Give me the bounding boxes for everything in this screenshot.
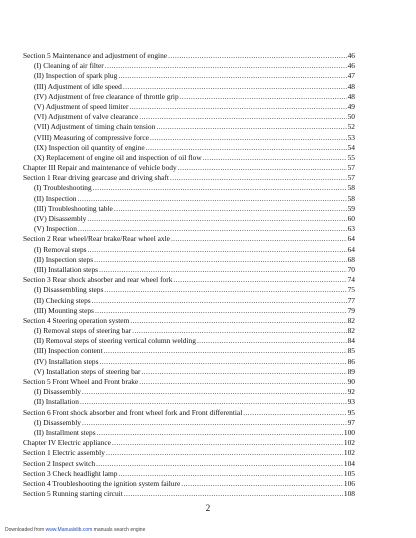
toc-entry-page: 93 [347,397,355,407]
toc-dot-leader [156,122,346,132]
toc-entry[interactable] [23,438,355,448]
toc-entry-title: (IV) Adjustment of free clearance of throttle grip [34,91,179,101]
toc-subentry[interactable] [23,204,355,214]
toc-entry[interactable] [23,275,355,285]
toc-subentry[interactable] [23,122,355,132]
footer-suffix: manuals search engine [93,527,146,533]
toc-entry-page: 57 [347,173,355,183]
toc-entry-page: 52 [347,122,355,132]
toc-subentry[interactable] [23,245,355,255]
toc-entry-title: (I) Troubleshooting [34,183,92,193]
toc-entry[interactable] [23,408,355,418]
toc-subentry[interactable] [23,346,355,356]
toc-entry-page: 50 [347,112,355,122]
toc-entry-title: (V) Adjustment of speed limiter [34,101,129,111]
toc-subentry[interactable] [23,92,355,102]
toc-dot-leader [99,265,347,275]
manualslib-link[interactable]: www.Manualslib.com [45,527,93,533]
toc-dot-leader [105,61,347,71]
toc-dot-leader [118,469,342,479]
toc-entry-page: 53 [347,132,355,142]
toc-entry-title: (IV) Disassembly [34,214,87,223]
toc-dot-leader [96,459,343,469]
toc-dot-leader [132,326,347,336]
toc-entry-title: (IV) Installation steps [34,356,99,366]
toc-entry-title: Chapter IV Electric appliance [23,438,111,448]
toc-entry-page: 48 [347,81,355,91]
toc-subentry[interactable] [23,112,355,122]
page-number: 2 [205,503,211,513]
toc-entry-title: (X) Replacement of engine oil and inspection of oil flow [34,152,202,162]
toc-dot-leader [104,285,346,295]
toc-subentry[interactable] [23,82,355,92]
toc-entry-title: (II) Checking steps [34,295,91,305]
toc-dot-leader [88,245,347,255]
toc-dot-leader [82,418,347,428]
toc-dot-leader [97,428,343,438]
toc-entry-title: (I) Removal steps of steering bar [34,326,132,336]
toc-dot-leader [82,387,347,397]
toc-dot-leader [130,316,346,326]
toc-entry[interactable] [23,489,355,499]
toc-subentry[interactable] [23,133,355,143]
toc-entry-title: Section 3 Check headlight lamp [23,468,118,478]
toc-dot-leader [93,183,347,193]
toc-entry-page: 104 [343,458,355,468]
toc-entry-page: 82 [347,326,355,336]
toc-entry-title: (VII) Adjustment of timing chain tension [34,122,156,132]
download-footer [5,527,145,533]
toc-subentry[interactable] [23,336,355,346]
toc-subentry[interactable] [23,143,355,153]
toc-dot-leader [150,133,347,143]
toc-entry-page: 85 [347,346,355,356]
toc-dot-leader [139,112,346,122]
toc-subentry[interactable] [23,255,355,265]
toc-entry-page: 46 [347,61,355,71]
toc-entry-title: (II) Removal steps of steering vertical column welding [34,336,196,346]
toc-entry-title: (III) Troubleshooting table [34,203,113,213]
toc-dot-leader [124,489,343,499]
toc-subentry[interactable] [23,153,355,163]
toc-dot-leader [92,296,347,306]
toc-entry-page: 105 [343,468,355,478]
toc-entry-title: (V) Installation steps of steering bar [34,366,141,376]
toc-entry-page: 92 [347,387,355,397]
toc-entry-title: Section 5 Maintenance and adjustment of engine [23,51,168,60]
toc-entry-page: 90 [347,377,355,386]
toc-dot-leader [173,275,346,285]
toc-entry-page: 54 [347,142,355,152]
toc-entry-title: Section 5 Front Wheel and Front brake [23,377,139,386]
toc-subentry[interactable] [23,367,355,377]
table-of-contents [23,51,355,499]
toc-entry-page: 60 [347,214,355,223]
toc-entry-page: 68 [347,254,355,264]
toc-entry-page: 63 [347,224,355,234]
toc-entry-title: (I) Disassembling steps [34,285,104,295]
toc-entry-page: 79 [347,305,355,315]
toc-subentry[interactable] [23,265,355,275]
toc-entry-title: (V) Inspection [34,224,77,234]
toc-entry-title: (II) Installation [34,397,79,407]
toc-subentry[interactable] [23,102,355,112]
toc-entry-page: 46 [347,51,355,60]
toc-dot-leader [243,408,346,418]
toc-entry[interactable] [23,479,355,489]
toc-entry-title: (II) Inspection of spark plug [34,71,118,81]
toc-entry-title: Section 2 Inspect switch [23,458,96,468]
toc-entry-title: Section 1 Rear driving gearcase and driving shaft [23,173,169,183]
toc-entry[interactable] [23,173,355,183]
toc-entry[interactable] [23,448,355,458]
toc-entry[interactable] [23,377,355,387]
toc-entry-page: 106 [343,478,355,488]
toc-entry-page: 108 [343,489,355,499]
toc-entry-page: 102 [343,438,355,448]
toc-entry-page: 59 [347,203,355,213]
toc-entry[interactable] [23,316,355,326]
toc-entry-title: Chapter III Repair and maintenance of vehicle body [23,163,177,173]
toc-subentry[interactable] [23,224,355,234]
toc-entry-title: (III) Mounting steps [34,305,94,315]
toc-dot-leader [197,336,347,346]
toc-entry-title: Section 4 Steering operation system [23,315,130,325]
toc-entry-title: (I) Disassembly [34,387,82,397]
toc-entry-page: 64 [347,234,355,244]
toc-entry[interactable] [23,51,355,61]
toc-entry-title: (I) Cleaning of air filter [34,61,104,71]
toc-entry-title: (III) Inspection content [34,346,103,356]
toc-entry-page: 74 [347,275,355,285]
toc-entry-title: Section 2 Rear wheel/Rear brake/Rear wheel axle [23,234,170,244]
toc-dot-leader [118,71,346,81]
toc-entry[interactable] [23,469,355,479]
toc-dot-leader [178,163,347,173]
toc-entry-title: (VI) Adjustment of valve clearance [34,112,139,122]
toc-entry-page: 49 [347,101,355,111]
toc-entry-page: 100 [343,427,355,437]
toc-dot-leader [171,234,347,244]
toc-entry-title: Section 5 Running starting circuit [23,489,123,499]
toc-entry-title: (I) Removal steps [34,244,87,254]
toc-dot-leader [77,194,346,204]
toc-dot-leader [78,224,347,234]
toc-subentry[interactable] [23,61,355,71]
toc-entry-title: (III) Installation steps [34,264,99,274]
toc-entry-page: 70 [347,264,355,274]
toc-entry-page: 82 [347,315,355,325]
toc-entry-page: 95 [347,407,355,417]
toc-subentry[interactable] [23,357,355,367]
toc-entry-title: (I) Disassembly [34,417,82,427]
toc-dot-leader [142,367,347,377]
toc-dot-leader [87,214,346,224]
toc-entry-page: 57 [347,163,355,173]
toc-entry-page: 84 [347,336,355,346]
toc-subentry[interactable] [23,418,355,428]
toc-dot-leader [123,82,347,92]
toc-dot-leader [95,306,347,316]
toc-subentry[interactable] [23,306,355,316]
toc-dot-leader [104,346,347,356]
toc-entry-title: (IX) Inspection oil quantity of engine [34,142,145,152]
toc-dot-leader [94,255,347,265]
toc-entry-page: 55 [347,152,355,162]
toc-entry-page: 64 [347,244,355,254]
toc-entry[interactable] [23,459,355,469]
toc-dot-leader [112,438,343,448]
toc-dot-leader [106,448,343,458]
toc-entry-page: 58 [347,193,355,203]
toc-subentry[interactable] [23,387,355,397]
toc-subentry[interactable] [23,428,355,438]
toc-dot-leader [80,397,347,407]
toc-dot-leader [129,102,346,112]
toc-entry-title: Section 4 Troubleshooting the ignition system failure [23,478,181,488]
toc-entry-title: (II) Inspection steps [34,254,94,264]
toc-subentry[interactable] [23,194,355,204]
toc-entry-title: (II) Inspection [34,193,77,203]
toc-dot-leader [139,377,346,387]
toc-entry-page: 47 [347,71,355,81]
toc-entry-page: 58 [347,183,355,193]
toc-dot-leader [180,92,347,102]
toc-subentry[interactable] [23,326,355,336]
toc-subentry[interactable] [23,296,355,306]
toc-entry-page: 77 [347,295,355,305]
toc-entry-title: Section 6 Front shock absorber and front wheel fork and Front differential [23,407,243,417]
toc-entry-title: Section 3 Rear shock absorber and rear wheel fork [23,275,173,285]
toc-entry-page: 86 [347,356,355,366]
toc-subentry[interactable] [23,71,355,81]
toc-dot-leader [170,173,347,183]
toc-subentry[interactable] [23,214,355,224]
toc-dot-leader [146,143,347,153]
toc-entry-title: Section 1 Electric assembly [23,448,105,458]
footer-prefix: Downloaded from [5,527,45,533]
toc-entry-page: 97 [347,417,355,427]
toc-entry-page: 75 [347,285,355,295]
toc-entry[interactable] [23,163,355,173]
toc-subentry[interactable] [23,397,355,407]
toc-entry-title: (II) Installment steps [34,427,96,437]
toc-subentry[interactable] [23,183,355,193]
toc-dot-leader [181,479,343,489]
toc-dot-leader [99,357,346,367]
toc-entry-page: 48 [347,91,355,101]
toc-entry-title: (VIII) Measuring of compressive force [34,132,149,142]
toc-entry-page: 89 [347,366,355,376]
toc-dot-leader [114,204,347,214]
toc-subentry[interactable] [23,285,355,295]
toc-entry-title: (III) Adjustment of idle speed [34,81,122,91]
toc-dot-leader [203,153,347,163]
toc-entry[interactable] [23,234,355,244]
toc-entry-page: 102 [343,448,355,458]
toc-dot-leader [168,51,347,61]
